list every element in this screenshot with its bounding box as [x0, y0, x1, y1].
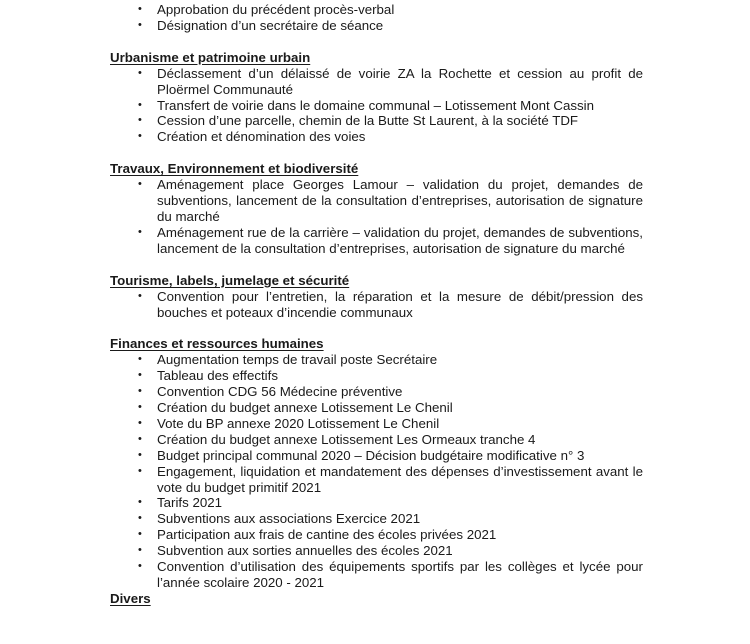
bullet-icon: •	[138, 66, 142, 79]
bullet-icon: •	[138, 464, 142, 477]
list-item: • Cession d’une parcelle, chemin de la Butte St Laurent, à la société TDF	[138, 113, 579, 129]
list-item: • Augmentation temps de travail poste Secrétaire	[138, 352, 438, 368]
section-list	[0, 66, 750, 146]
bullet-icon: •	[138, 496, 142, 509]
bullet-icon: •	[138, 289, 142, 302]
section-travaux	[0, 161, 750, 256]
section-finances	[0, 336, 750, 591]
bullet-icon: •	[138, 18, 142, 31]
bullet-icon: •	[138, 448, 142, 461]
list-item: • Budget principal communal 2020 – Décision budgétaire modificative n° 3	[138, 447, 585, 463]
section-tourisme	[0, 273, 750, 321]
list-item: • Transfert de voirie dans le domaine communal – Lotissement Mont Cassin	[138, 97, 595, 113]
bullet-icon: •	[138, 130, 142, 143]
bullet-icon: •	[138, 416, 142, 429]
bullet-icon: •	[138, 98, 142, 111]
bullet-icon: •	[138, 432, 142, 445]
list-item: • Aménagement place Georges Lamour – validation du projet, demandes de subventions, lancement de la consultation d’entreprises, autorisation de signature du marché	[138, 177, 643, 224]
list-item: • Aménagement rue de la carrière – validation du projet, demandes de subventions, lancement de la consultation d’entreprises, autorisation de signature du marché	[138, 224, 643, 256]
bullet-icon: •	[138, 385, 142, 398]
section-list	[0, 289, 750, 321]
bullet-icon: •	[138, 3, 142, 15]
section-list	[0, 352, 750, 591]
bullet-icon: •	[138, 178, 142, 191]
top-agenda-list	[0, 2, 750, 34]
list-item: • Convention CDG 56 Médecine préventive	[138, 384, 403, 400]
section-heading: Tourisme, labels, jumelage et sécurité	[110, 272, 350, 288]
list-item: • Création et dénomination des voies	[138, 129, 366, 145]
section-heading: Divers	[110, 590, 151, 606]
list-item: • Tableau des effectifs	[138, 368, 278, 384]
list-item: • Déclassement d’un délaissé de voirie ZA la Rochette et cession au profit de Ploërmel Communauté	[138, 65, 643, 97]
section-heading: Travaux, Environnement et biodiversité	[110, 161, 359, 177]
list-item: • Désignation d’un secrétaire de séance	[138, 17, 384, 33]
section-urbanisme	[0, 50, 750, 145]
bullet-icon: •	[138, 528, 142, 541]
list-item: • Approbation du précédent procès-verbal	[138, 2, 395, 17]
list-item: • Subventions aux associations Exercice 2021	[138, 511, 421, 527]
bullet-icon: •	[138, 225, 142, 238]
section-heading: Finances et ressources humaines	[110, 336, 324, 352]
bullet-icon: •	[138, 353, 142, 366]
list-item: • Subvention aux sorties annuelles des écoles 2021	[138, 543, 453, 559]
bullet-icon: •	[138, 401, 142, 414]
bullet-icon: •	[138, 560, 142, 573]
section-list	[0, 177, 750, 257]
list-item: • Tarifs 2021	[138, 495, 223, 511]
list-item: • Participation aux frais de cantine des écoles privées 2021	[138, 527, 497, 543]
bullet-icon: •	[138, 369, 142, 382]
bullet-icon: •	[138, 114, 142, 127]
bullet-icon: •	[138, 544, 142, 557]
list-item: • Engagement, liquidation et mandatement des dépenses d’investissement avant le vote du budget primitif 2021	[138, 463, 643, 495]
bullet-icon: •	[138, 512, 142, 525]
list-item: • Convention d’utilisation des équipements sportifs par les collèges et lycée pour l’année scolaire 2020 - 2021	[138, 559, 643, 590]
section-heading: Urbanisme et patrimoine urbain	[110, 49, 311, 65]
list-item: • Convention pour l’entretien, la réparation et la mesure de débit/pression des bouches et poteaux d’incendie communaux	[138, 288, 643, 320]
list-item: • Vote du BP annexe 2020 Lotissement Le Chenil	[138, 415, 440, 431]
list-item: • Création du budget annexe Lotissement Les Ormeaux tranche 4	[138, 431, 536, 447]
list-item: • Création du budget annexe Lotissement Le Chenil	[138, 400, 453, 416]
section-divers	[0, 591, 750, 607]
